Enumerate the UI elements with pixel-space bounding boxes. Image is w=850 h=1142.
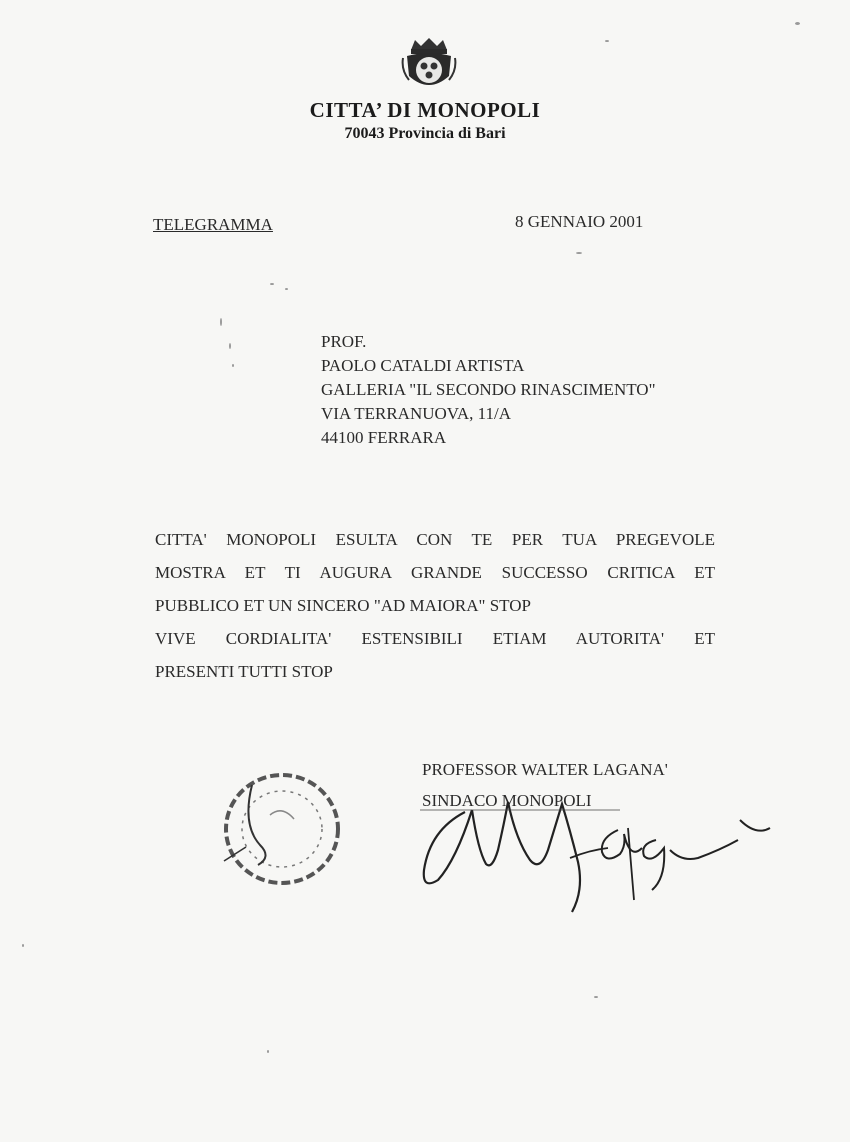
signer-name: PROFESSOR WALTER LAGANA': [422, 760, 668, 779]
message-line: PRESENTI TUTTI STOP: [155, 662, 333, 681]
scan-speck: [795, 22, 800, 25]
letterhead-address: 70043 Provincia di Bari: [344, 125, 506, 142]
official-seal-icon: [212, 765, 347, 890]
message-line: PUBBLICO ET UN SINCERO "AD MAIORA" STOP: [155, 596, 531, 615]
addressee-line: VIA TERRANUOVA, 11/A: [321, 404, 512, 423]
addressee-block: [321, 330, 656, 450]
letterhead-city: CITTA’ DI MONOPOLI: [309, 98, 541, 122]
addressee-line: GALLERIA "IL SECONDO RINASCIMENTO": [321, 380, 656, 399]
scan-speck: [285, 288, 288, 290]
message-line: MOSTRA ET TI AUGURA GRANDE SUCCESSO CRITICA ET: [155, 563, 715, 582]
addressee-line: PROF.: [321, 332, 367, 351]
scan-speck: [22, 944, 24, 947]
scan-speck: [594, 996, 598, 998]
scan-speck: [605, 40, 609, 42]
message-line: CITTA' MONOPOLI ESULTA CON TE PER TUA PREGEVOLE: [155, 530, 715, 549]
document-date: 8 GENNAIO 2001: [515, 212, 644, 231]
message-body: [155, 523, 715, 688]
document-type-label: TELEGRAMMA: [153, 215, 273, 234]
scan-speck: [576, 252, 582, 254]
scan-speck: [267, 1050, 269, 1053]
handwritten-signature-icon: [420, 790, 780, 920]
scan-speck: [220, 318, 222, 326]
scan-speck: [270, 283, 274, 285]
coat-of-arms-icon: [401, 36, 457, 94]
scan-speck: [229, 343, 231, 349]
signer-role: SINDACO MONOPOLI: [422, 791, 592, 810]
addressee-line: PAOLO CATALDI ARTISTA: [321, 356, 525, 375]
message-line: VIVE CORDIALITA' ESTENSIBILI ETIAM AUTORITA' ET: [155, 629, 715, 648]
scan-speck: [232, 364, 234, 367]
addressee-line: 44100 FERRARA: [321, 428, 447, 447]
